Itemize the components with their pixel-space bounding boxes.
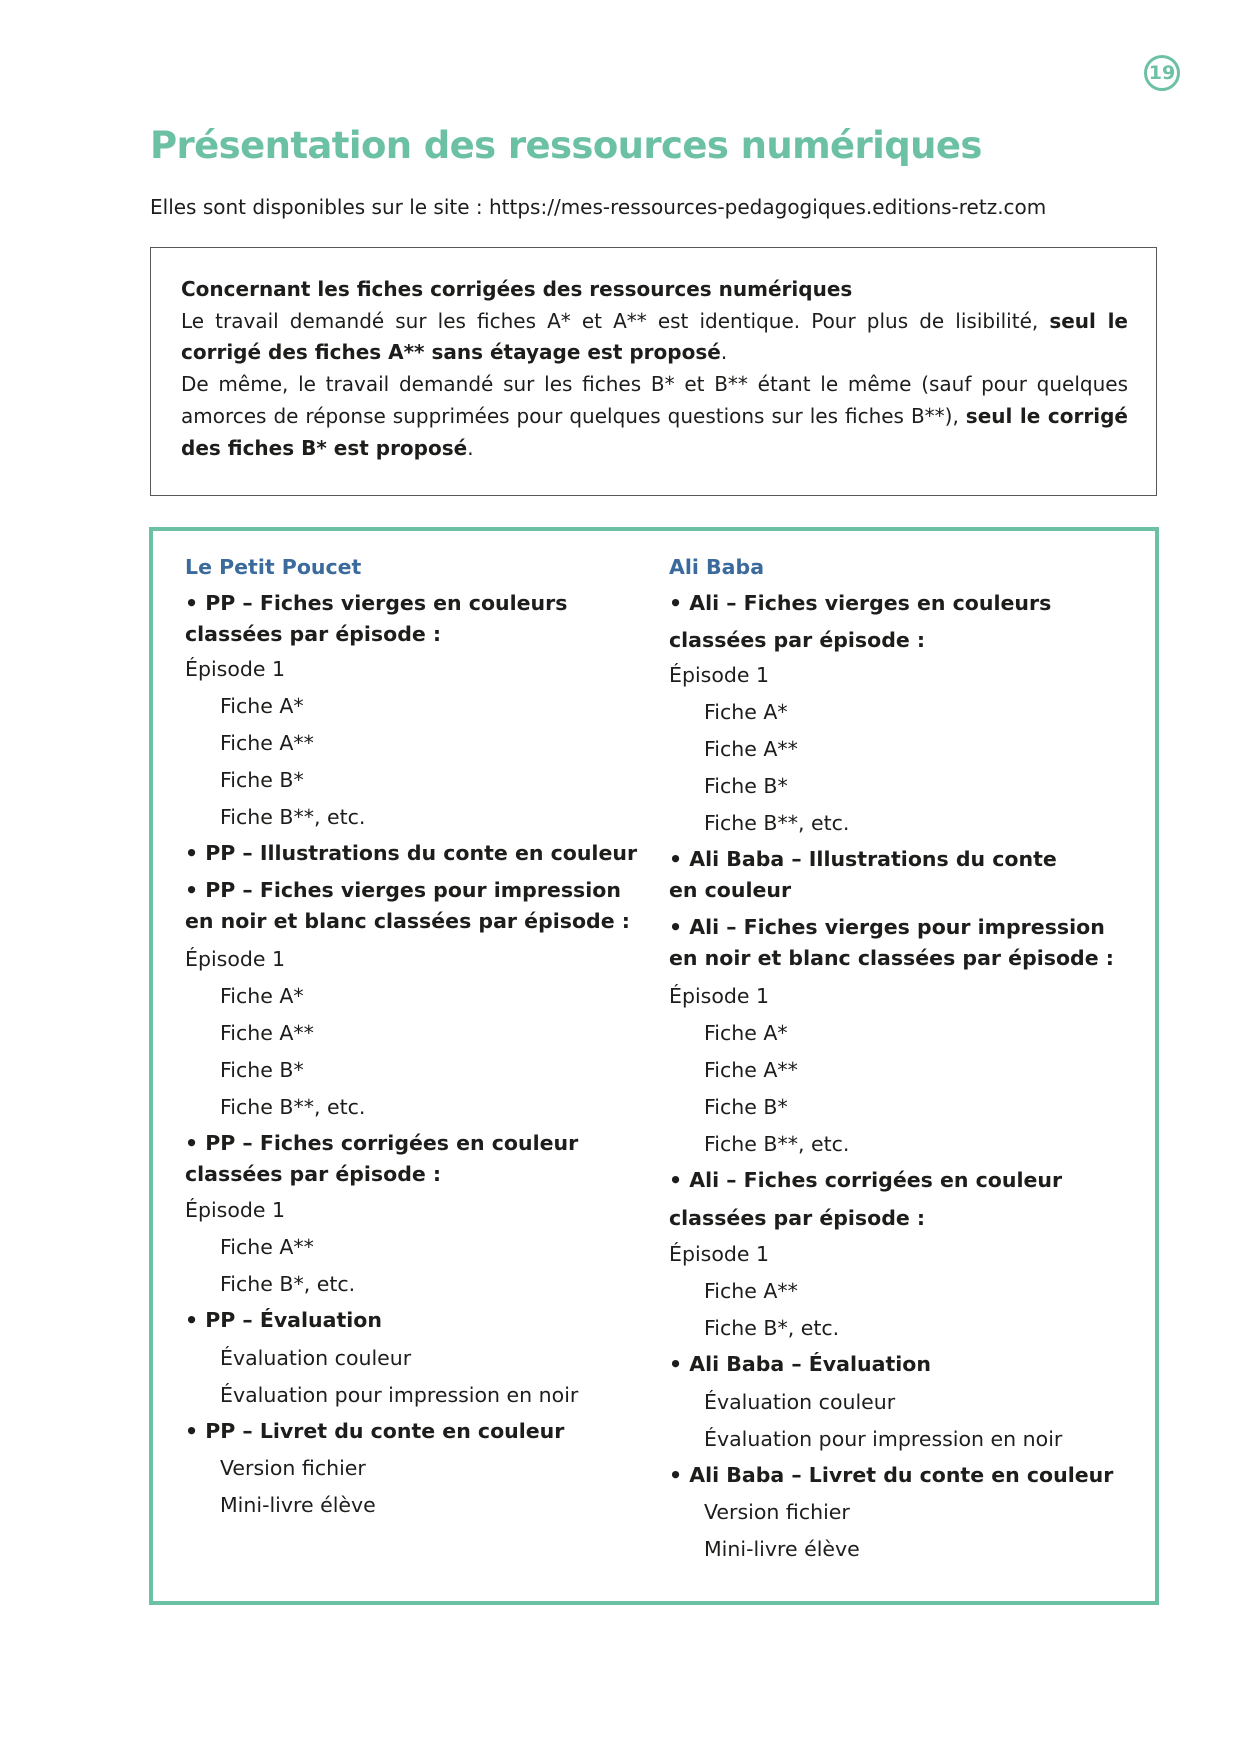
note-box	[150, 247, 1157, 496]
livret-item: Version fichier	[220, 1456, 366, 1480]
fiche-item: Fiche B*	[220, 1058, 304, 1082]
fiche-item: Fiche A**	[220, 1235, 314, 1259]
livret-item: Mini-livre élève	[704, 1537, 860, 1561]
resource-heading: • PP – Fiches corrigées en couleur	[185, 1131, 579, 1155]
fiche-item: Fiche A**	[704, 737, 798, 761]
fiche-item: Fiche A*	[220, 984, 304, 1008]
episode-label: Épisode 1	[669, 1242, 770, 1266]
fiche-item: Fiche B*	[704, 774, 788, 798]
livret-item: Version fichier	[704, 1500, 850, 1524]
fiche-item: Fiche A*	[704, 700, 788, 724]
resource-heading: classées par épisode :	[185, 1162, 442, 1186]
resource-heading: • PP – Illustrations du conte en couleur	[185, 841, 638, 865]
episode-label: Épisode 1	[185, 947, 286, 971]
page-number: 19	[1144, 55, 1180, 91]
resources-box	[149, 527, 1159, 1605]
resource-heading: classées par épisode :	[185, 622, 442, 646]
note-p1-emphasis: seul le corrigé des fiches A** sans étayage est proposé	[181, 308, 1128, 365]
evaluation-item: Évaluation pour impression en noir	[220, 1383, 579, 1407]
resource-heading: • PP – Fiches vierges pour impression	[185, 878, 621, 902]
fiche-item: Fiche A**	[220, 731, 314, 755]
fiche-item: Fiche B*, etc.	[704, 1316, 840, 1340]
note-p2-emphasis: seul le corrigé des fiches B* est proposé	[181, 403, 1128, 460]
page-title: Présentation des ressources numériques	[150, 124, 982, 167]
fiche-item: Fiche B**, etc.	[704, 1132, 850, 1156]
note-paragraph-2	[181, 369, 1128, 464]
resource-heading: classées par épisode :	[669, 1206, 926, 1230]
episode-label: Épisode 1	[185, 657, 286, 681]
fiche-item: Fiche A**	[704, 1279, 798, 1303]
column-title-ali-baba: Ali Baba	[669, 555, 765, 579]
episode-label: Épisode 1	[669, 984, 770, 1008]
livret-item: Mini-livre élève	[220, 1493, 376, 1517]
fiche-item: Fiche A**	[704, 1058, 798, 1082]
resource-heading: en noir et blanc classées par épisode :	[185, 909, 630, 933]
note-p2-text: De même, le travail demandé sur les fiches B* et B** étant le même (sauf pour quelques amorces de réponse supprimées pour quelques questions sur les fiches B**),	[181, 372, 1128, 428]
evaluation-item: Évaluation couleur	[220, 1346, 412, 1370]
fiche-item: Fiche B**, etc.	[220, 1095, 366, 1119]
fiche-item: Fiche A*	[220, 694, 304, 718]
episode-label: Épisode 1	[185, 1198, 286, 1222]
episode-label: Épisode 1	[669, 663, 770, 687]
fiche-item: Fiche B*	[704, 1095, 788, 1119]
resource-heading: • Ali – Fiches corrigées en couleur	[669, 1168, 1063, 1192]
fiche-item: Fiche B*, etc.	[220, 1272, 356, 1296]
resource-heading: • Ali Baba – Illustrations du conte	[669, 847, 1057, 871]
resource-heading: • PP – Fiches vierges en couleurs	[185, 591, 568, 615]
resource-heading: • Ali – Fiches vierges pour impression	[669, 915, 1105, 939]
resource-heading: classées par épisode :	[669, 628, 926, 652]
resource-heading: en couleur	[669, 878, 792, 902]
resource-heading: • PP – Évaluation	[185, 1308, 382, 1332]
fiche-item: Fiche B**, etc.	[220, 805, 366, 829]
resource-heading: • Ali – Fiches vierges en couleurs	[669, 591, 1052, 615]
intro-text: Elles sont disponibles sur le site : https://mes-ressources-pedagogiques.editions-retz.com	[150, 195, 1047, 219]
note-p1-text: Le travail demandé sur les fiches A* et A** est identique. Pour plus de lisibilité,	[181, 308, 1050, 333]
evaluation-item: Évaluation pour impression en noir	[704, 1427, 1063, 1451]
column-title-petit-poucet: Le Petit Poucet	[185, 555, 362, 579]
note-paragraph-1	[181, 306, 1128, 369]
note-p1-end: .	[720, 340, 728, 365]
evaluation-item: Évaluation couleur	[704, 1390, 896, 1414]
resource-heading: • Ali Baba – Livret du conte en couleur	[669, 1463, 1114, 1487]
resource-heading: • PP – Livret du conte en couleur	[185, 1419, 565, 1443]
resource-heading: • Ali Baba – Évaluation	[669, 1352, 931, 1376]
note-heading: Concernant les fiches corrigées des ressources numériques	[181, 277, 853, 301]
fiche-item: Fiche B**, etc.	[704, 811, 850, 835]
note-p2-end: .	[467, 435, 474, 460]
fiche-item: Fiche A**	[220, 1021, 314, 1045]
fiche-item: Fiche A*	[704, 1021, 788, 1045]
resource-heading: en noir et blanc classées par épisode :	[669, 946, 1114, 970]
fiche-item: Fiche B*	[220, 768, 304, 792]
